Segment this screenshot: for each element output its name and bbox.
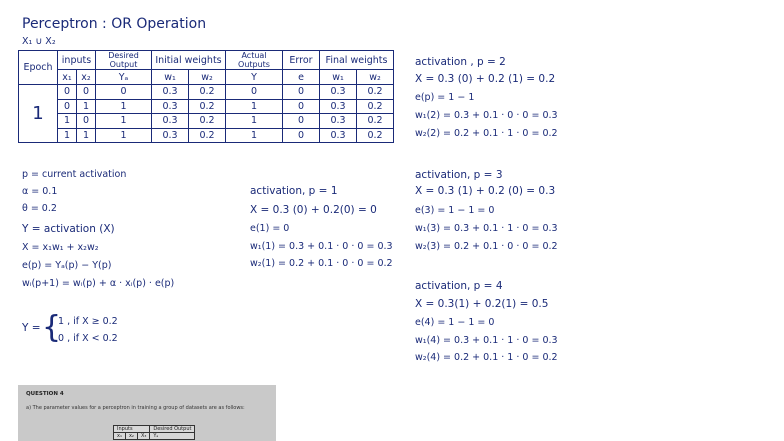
table-row: [19, 99, 394, 114]
sub-w2: w₂: [189, 70, 226, 85]
header-initial-weights: Initial weights: [152, 51, 226, 70]
cell-w1: 0.3: [152, 128, 189, 143]
question-text: a) The parameter values for a perceptron in training a group of datasets are as follows:: [26, 405, 245, 411]
cell-fw2: 0.2: [357, 85, 394, 100]
cell-w2: 0.2: [189, 128, 226, 143]
table-row: [19, 114, 394, 129]
cell-x2: 1: [77, 128, 96, 143]
cell-fw1: 0.3: [320, 99, 357, 114]
note-alpha: α = 0.1: [22, 186, 58, 197]
act2-x: X = 0.3 (0) + 0.2 (1) = 0.2: [415, 73, 556, 85]
cell-yd: 1: [96, 128, 152, 143]
question-col-x2: x₂: [125, 433, 137, 440]
cell-y: 1: [226, 128, 283, 143]
cell-w2: 0.2: [189, 99, 226, 114]
act4-w2: w₂(4) = 0.2 + 0.1 · 1 · 0 = 0.2: [415, 352, 558, 363]
cell-e: 0: [283, 99, 320, 114]
cell-fw2: 0.2: [357, 128, 394, 143]
act3-e: e(3) = 1 − 1 = 0: [415, 205, 495, 216]
act2-w1: w₁(2) = 0.3 + 0.1 · 0 · 0 = 0.3: [415, 110, 558, 121]
question-col-yd: Yₐ: [150, 433, 195, 440]
act3-x: X = 0.3 (1) + 0.2 (0) = 0.3: [415, 185, 556, 197]
sub-e: e: [283, 70, 320, 85]
header-actual: Actual Outputs: [226, 51, 283, 70]
header-inputs: inputs: [58, 51, 96, 70]
header-desired: Desired Output: [96, 51, 152, 70]
cell-y: 1: [226, 114, 283, 129]
header-epoch: Epoch: [19, 51, 58, 85]
act1-head: activation, p = 1: [250, 185, 338, 197]
table-row: [19, 85, 394, 100]
cell-x2: 1: [77, 99, 96, 114]
cell-fw2: 0.2: [357, 99, 394, 114]
cell-fw1: 0.3: [320, 85, 357, 100]
sub-fw1: w₁: [320, 70, 357, 85]
note-w-def: wᵢ(p+1) = wᵢ(p) + α · xᵢ(p) · e(p): [22, 278, 175, 289]
act2-w2: w₂(2) = 0.2 + 0.1 · 1 · 0 = 0.2: [415, 128, 558, 139]
cell-w2: 0.2: [189, 114, 226, 129]
question-title: QUESTION 4: [26, 391, 64, 397]
act4-w1: w₁(4) = 0.3 + 0.1 · 1 · 0 = 0.3: [415, 335, 558, 346]
note-e-def: e(p) = Yₐ(p) − Y(p): [22, 260, 112, 271]
y-cond-1: 1 , if X ≥ 0.2: [58, 316, 118, 327]
cell-e: 0: [283, 85, 320, 100]
act1-w2: w₂(1) = 0.2 + 0.1 · 0 · 0 = 0.2: [250, 258, 393, 269]
cell-e: 0: [283, 128, 320, 143]
cell-x2: 0: [77, 114, 96, 129]
cell-yd: 0: [96, 85, 152, 100]
cell-yd: 1: [96, 99, 152, 114]
cell-y: 0: [226, 85, 283, 100]
question-col-desired: Desired Output: [150, 426, 195, 433]
sub-w1: w₁: [152, 70, 189, 85]
cell-x2: 0: [77, 85, 96, 100]
act4-head: activation, p = 4: [415, 280, 503, 292]
subtitle: X₁ ∪ X₂: [22, 36, 56, 47]
cell-w1: 0.3: [152, 114, 189, 129]
cell-w1: 0.3: [152, 85, 189, 100]
cell-fw1: 0.3: [320, 114, 357, 129]
cell-fw2: 0.2: [357, 114, 394, 129]
sub-yd: Yₐ: [96, 70, 152, 85]
act4-e: e(4) = 1 − 1 = 0: [415, 317, 495, 328]
act1-w1: w₁(1) = 0.3 + 0.1 · 0 · 0 = 0.3: [250, 241, 393, 252]
act1-e: e(1) = 0: [250, 223, 290, 234]
sub-fw2: w₂: [357, 70, 394, 85]
act2-e: e(p) = 1 − 1: [415, 92, 475, 103]
cell-fw1: 0.3: [320, 128, 357, 143]
cell-e: 0: [283, 114, 320, 129]
sub-x1: x₁: [58, 70, 77, 85]
note-x-def: X = x₁w₁ + x₂w₂: [22, 242, 99, 253]
question-col-x3: X₃: [137, 433, 149, 440]
cell-x1: 0: [58, 99, 77, 114]
sub-x2: x₂: [77, 70, 96, 85]
act3-w2: w₂(3) = 0.2 + 0.1 · 0 · 0 = 0.2: [415, 241, 558, 252]
header-error: Error: [283, 51, 320, 70]
cell-w2: 0.2: [189, 85, 226, 100]
cell-x1: 0: [58, 85, 77, 100]
act3-head: activation, p = 3: [415, 169, 503, 181]
question-col-x1: x₁: [114, 433, 126, 440]
epoch-value: 1: [19, 85, 58, 143]
sub-y: Y: [226, 70, 283, 85]
question-table: [113, 425, 195, 440]
question-col-inputs: Inputs: [114, 426, 150, 433]
perceptron-table: [18, 50, 394, 143]
y-eq-label: Y =: [22, 322, 41, 334]
cell-x1: 1: [58, 114, 77, 129]
cell-y: 1: [226, 99, 283, 114]
act4-x: X = 0.3(1) + 0.2(1) = 0.5: [415, 298, 549, 310]
y-cond-2: 0 , if X < 0.2: [58, 333, 118, 344]
act2-head: activation , p = 2: [415, 56, 506, 68]
act1-x: X = 0.3 (0) + 0.2(0) = 0: [250, 204, 377, 216]
table-row: [19, 128, 394, 143]
note-y-def: Y = activation (X): [22, 223, 115, 235]
header-final-weights: Final weights: [320, 51, 394, 70]
brace-icon: {: [42, 310, 62, 345]
question-panel: [18, 385, 276, 441]
cell-yd: 1: [96, 114, 152, 129]
note-theta: θ = 0.2: [22, 203, 57, 214]
note-p-def: p = current activation: [22, 169, 127, 180]
page-title: Perceptron : OR Operation: [22, 16, 207, 32]
act3-w1: w₁(3) = 0.3 + 0.1 · 1 · 0 = 0.3: [415, 223, 558, 234]
cell-w1: 0.3: [152, 99, 189, 114]
cell-x1: 1: [58, 128, 77, 143]
